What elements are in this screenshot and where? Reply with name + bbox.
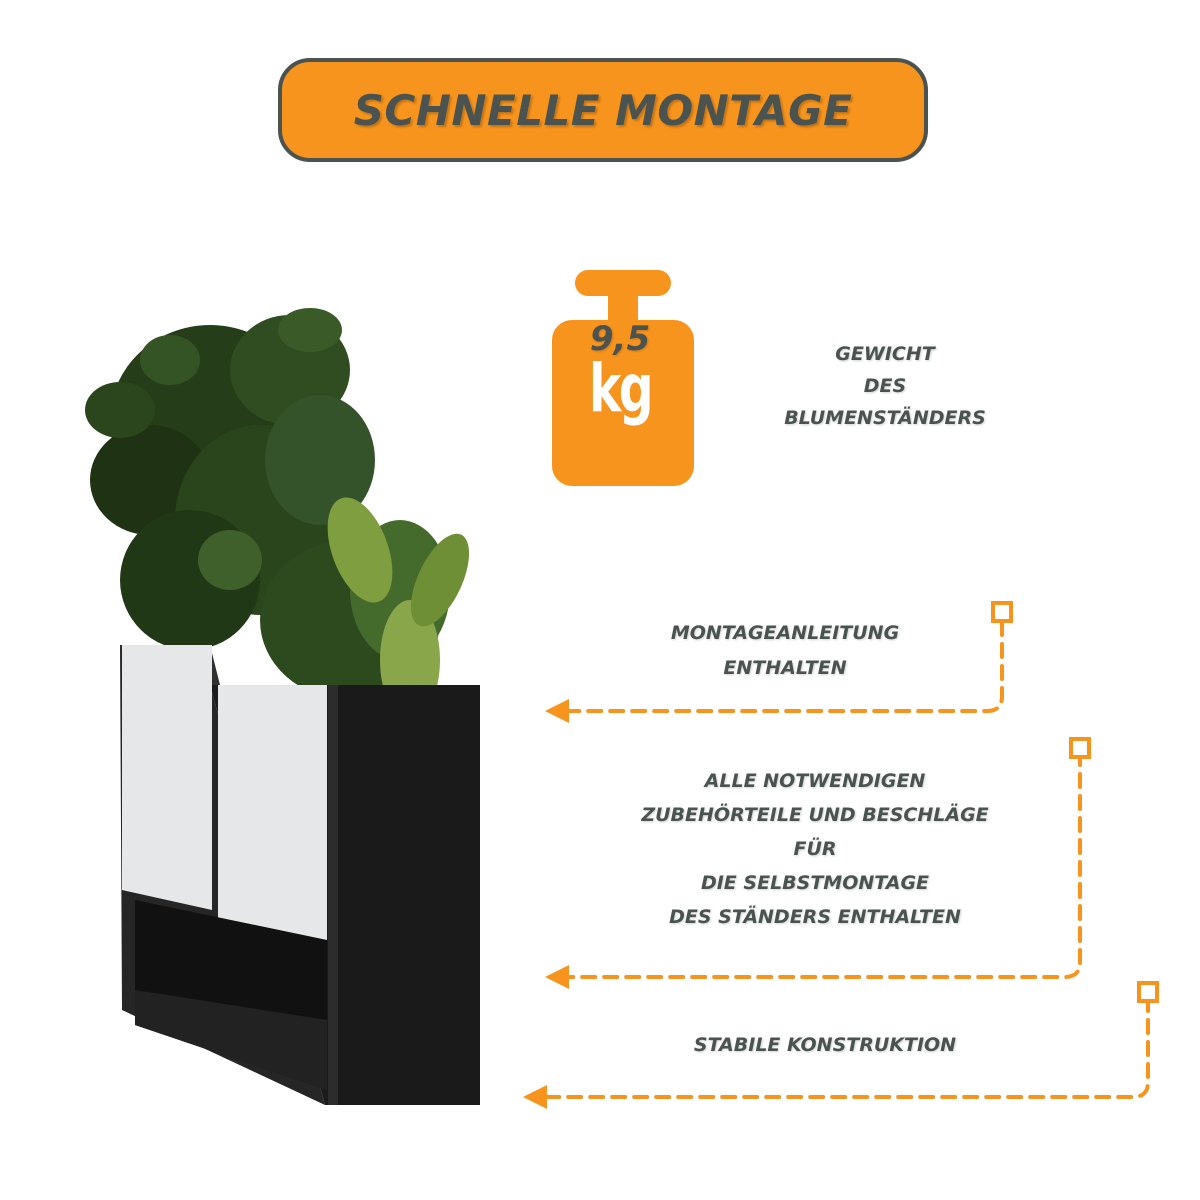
connector-square-icon <box>1071 739 1089 757</box>
feature-line: MONTAGEANLEITUNG <box>670 622 900 644</box>
feature-line: ENTHALTEN <box>723 657 847 679</box>
weight-label-line: BLUMENSTÄNDERS <box>784 407 986 429</box>
weight-value: 9,5 <box>589 319 651 359</box>
weight-label-line: GEWICHT <box>835 343 935 365</box>
banner-title: SCHNELLE MONTAGE <box>353 85 853 135</box>
connector-square-icon <box>993 603 1011 621</box>
weight-unit: kg <box>588 350 652 427</box>
feature-line: DIE SELBSTMONTAGE <box>700 872 930 894</box>
feature-line: ZUBEHÖRTEILE UND BESCHLÄGE <box>641 804 989 826</box>
feature-line: STABILE KONSTRUKTION <box>693 1034 957 1056</box>
arrow-left-icon <box>523 1085 547 1109</box>
feature-line: FÜR <box>793 838 837 860</box>
connector-line-1 <box>565 622 1002 711</box>
connector-square-icon <box>1139 983 1157 1001</box>
feature-line: ALLE NOTWENDIGEN <box>704 770 926 792</box>
weight-label-line: DES <box>863 375 907 397</box>
connector-line-2 <box>565 752 1080 977</box>
arrow-left-icon <box>545 699 569 723</box>
arrow-left-icon <box>545 965 569 989</box>
connector-line-3 <box>545 998 1148 1097</box>
feature-line: DES STÄNDERS ENTHALTEN <box>669 906 961 928</box>
